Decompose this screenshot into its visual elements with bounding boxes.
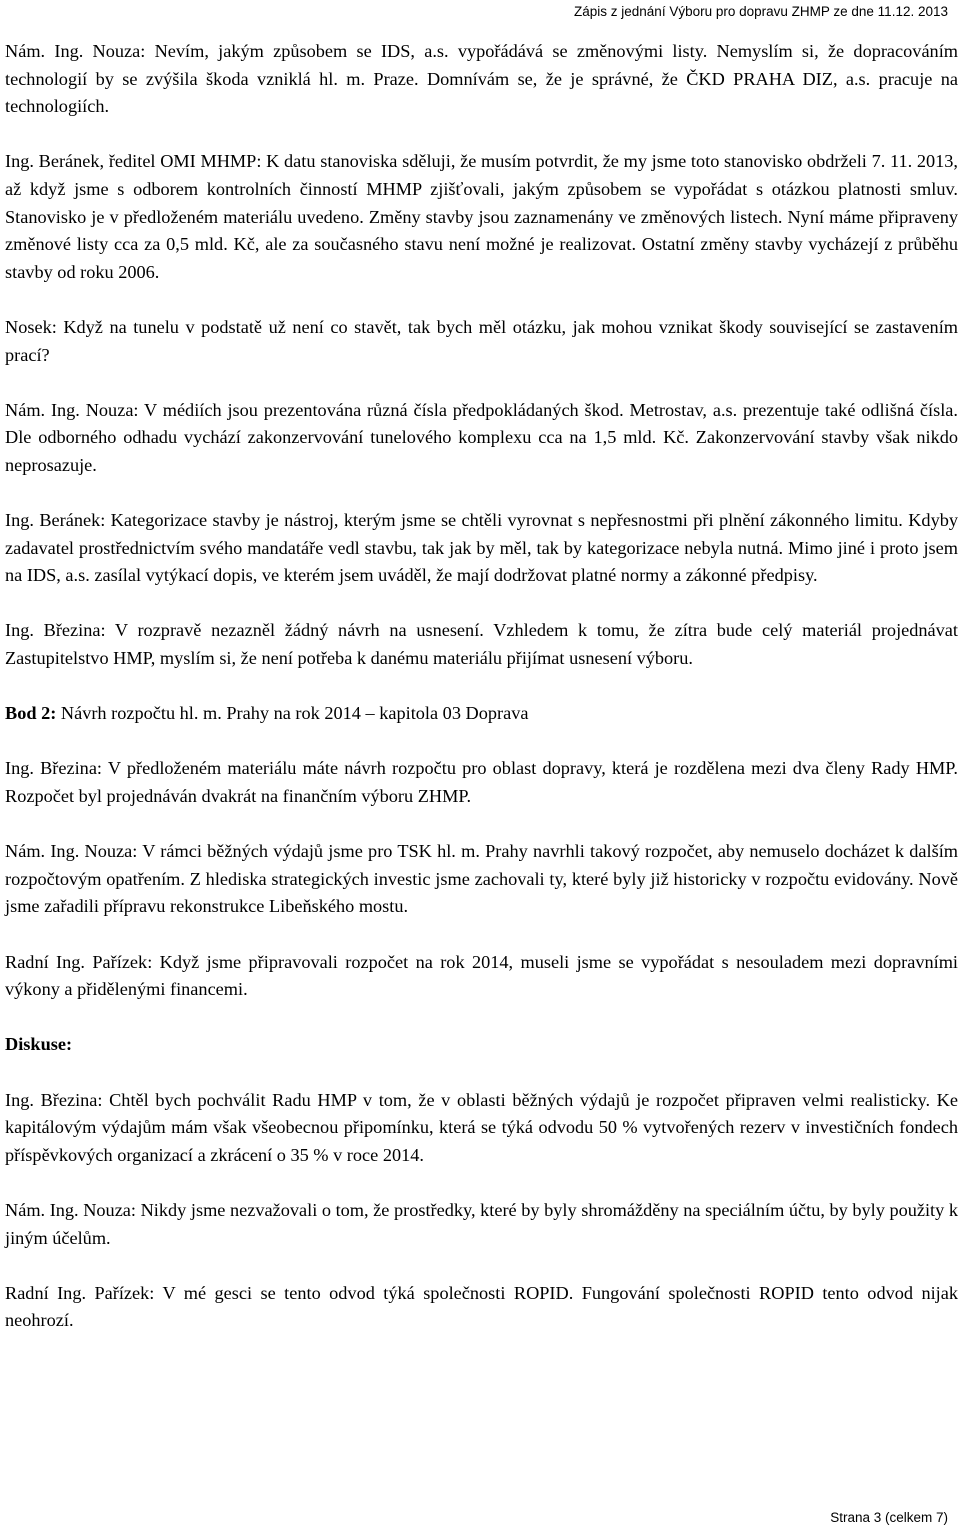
paragraph-nouza-1: Nám. Ing. Nouza: Nevím, jakým způsobem se IDS, a.s. vypořádává se změnovými listy. Nemyslím si, že dopracováním technologií by se zvýšila škoda vzniklá hl. m. Praze. Domnívám se, že je správné, že ČKD PRAHA DIZ, a.s. pracuje na technologiích. [5,41,958,117]
document-body [5,38,958,1363]
paragraph-beranek-1: Ing. Beránek, ředitel OMI MHMP: K datu stanoviska sděluji, že musím potvrdit, že my jsme toto stanovisko obdrželi 7. 11. 2013, až když jsme s odborem kontrolních činností MHMP zjišťovali, jakým způsobem se vypořádat s otázkou platnosti smluv. Stanovisko je v předloženém materiálu uvedeno. Změny stavby jsou zaznamenány ve změnových listech. Nyní máme připraveny změnové listy cca za 0,5 mld. Kč, ale za současného stavu není možné je realizovat. Ostatní změny stavby vycházejí z průběhu stavby od roku 2006. [5,151,958,282]
agenda-item-heading [5,700,958,728]
paragraph-brezina-2: Ing. Březina: V předloženém materiálu máte návrh rozpočtu pro oblast dopravy, která je rozdělena mezi dva členy Rady HMP. Rozpočet byl projednáván dvakrát na finančním výboru ZHMP. [5,758,958,807]
paragraph-brezina-3: Ing. Březina: Chtěl bych pochválit Radu HMP v tom, že v oblasti běžných výdajů je rozpočet připraven velmi realisticky. Ke kapitálovým výdajům mám však všeobecnou připomínku, která se týká odvodu 50 % vytvořených rezerv v investičních fondech příspěvkových organizací a zkrácení o 35 % v roce 2014. [5,1089,958,1165]
paragraph-parizek-2: Radní Ing. Pařízek: V mé gesci se tento odvod týká společnosti ROPID. Fungování společnosti ROPID tento odvod nijak neohrozí. [5,1282,958,1331]
discussion-heading: Diskuse: [5,1034,73,1055]
agenda-item-title: Návrh rozpočtu hl. m. Prahy na rok 2014 – kapitola 03 Doprava [56,703,529,724]
paragraph-nouza-2: Nám. Ing. Nouza: V médiích jsou prezentována různá čísla předpokládaných škod. Metrostav, a.s. prezentuje také odlišná čísla. Dle odborného odhadu vychází zakonzervování tunelového komplexu cca na 1,5 mld. Kč. Zakonzervování stavby však nikdo neprosazuje. [5,399,958,475]
paragraph-nouza-4: Nám. Ing. Nouza: Nikdy jsme nezvažovali o tom, že prostředky, které by byly shromážděny na speciálním účtu, by byly použity k jiným účelům. [5,1199,958,1248]
paragraph-beranek-2: Ing. Beránek: Kategorizace stavby je nástroj, kterým jsme se chtěli vyrovnat s nepřesnostmi při plnění zákonného limitu. Kdyby zadavatel prostřednictvím svého mandatáře vedl stavbu, tak jak by měl, tak by kategorizace nebyla nutná. Mimo jiné i proto jsem na IDS, a.s. zasílal vytýkací dopis, ve kterém jsem uváděl, že mají dodržovat platné normy a zákonné předpisy. [5,510,958,586]
paragraph-parizek-1: Radní Ing. Pařízek: Když jsme připravovali rozpočet na rok 2014, museli jsme se vypořádat s nesouladem mezi dopravními výkony a přidělenými financemi. [5,951,958,1000]
agenda-item-label: Bod 2: [5,703,57,724]
paragraph-nosek-1: Nosek: Když na tunelu v podstatě už není co stavět, tak bych měl otázku, jak mohou vznikat škody související se zastavením prací? [5,316,958,365]
page-number: Strana 3 (celkem 7) [830,1510,948,1525]
paragraph-brezina-1: Ing. Březina: V rozpravě nezazněl žádný návrh na usnesení. Vzhledem k tomu, že zítra bude celý materiál projednávat Zastupitelstvo HMP, myslím si, že není potřeba k danému materiálu přijímat usnesení výboru. [5,620,958,669]
page-header: Zápis z jednání Výboru pro dopravu ZHMP ze dne 11.12. 2013 [574,4,948,19]
paragraph-nouza-3: Nám. Ing. Nouza: V rámci běžných výdajů jsme pro TSK hl. m. Prahy navrhli takový rozpočet, aby nemuselo docházet k dalším rozpočtovým opatřením. Z hlediska strategických investic jsme zachovali ty, které byly již historicky v rozpočtu evidovány. Nově jsme zařadili přípravu rekonstrukce Libeňského mostu. [5,841,958,917]
